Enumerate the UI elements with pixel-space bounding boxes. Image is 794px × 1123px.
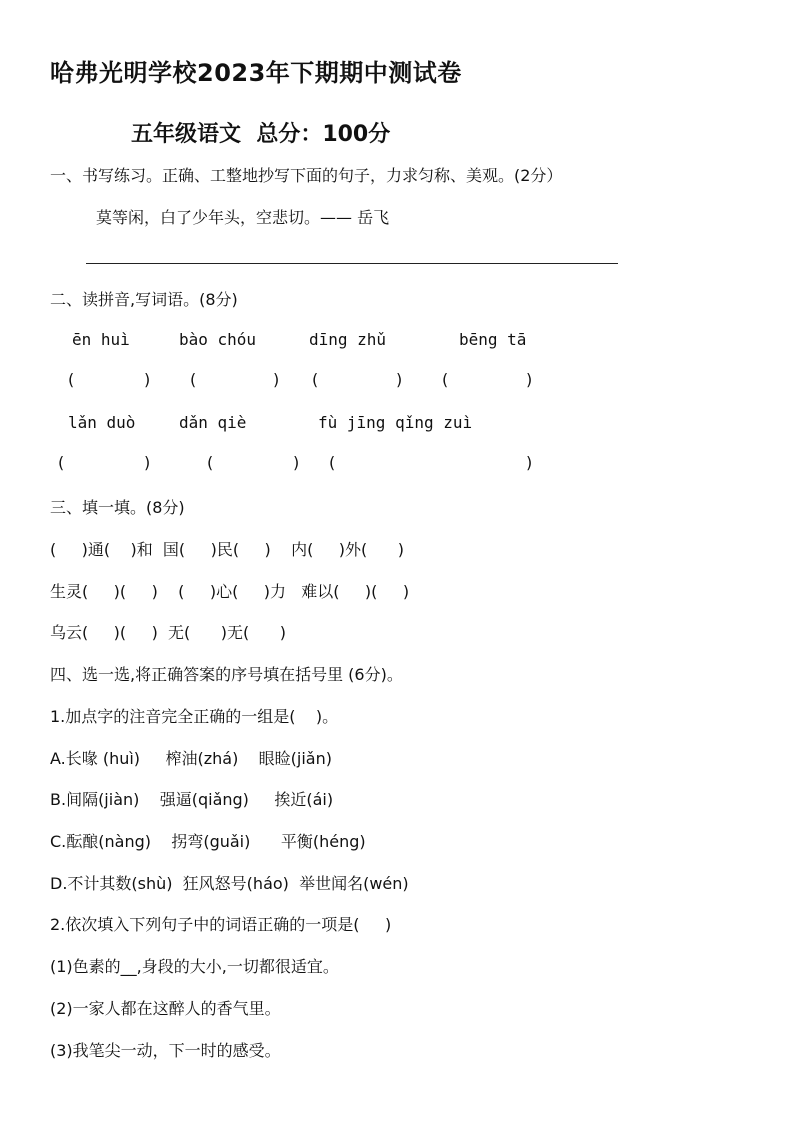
fill-line[interactable]: ( )通( )和 国( )民( ) 内( )外( ) <box>50 540 405 559</box>
answer-bracket-open[interactable]: ( <box>312 370 319 389</box>
copy-sentence: 莫等闲，白了少年头，空悲切。—— 岳飞 <box>96 208 390 227</box>
pinyin-item: ēn huì <box>72 330 130 349</box>
question-2: 2.依次填入下列句子中的词语正确的一项是( ) <box>50 915 392 934</box>
section1-heading: 一、书写练习。正确、工整地抄写下面的句子，力求匀称、美观。(2分） <box>50 166 563 185</box>
option-b: B.间隔(jiàn) 强逼(qiǎng) 挨近(ái) <box>50 790 334 809</box>
pinyin-item: fù jīng qǐng zuì <box>318 413 473 432</box>
answer-bracket-open[interactable]: ( <box>190 370 197 389</box>
answer-bracket-close: ) <box>526 453 533 472</box>
pinyin-item: lǎn duò <box>68 413 136 432</box>
answer-bracket-open[interactable]: ( <box>207 453 214 472</box>
section4-heading: 四、选一选,将正确答案的序号填在括号里 (6分)。 <box>50 665 403 684</box>
answer-bracket-close: ) <box>293 453 300 472</box>
exam-subtitle: 五年级语文 总分：100分 <box>131 122 391 147</box>
writing-line <box>86 263 618 264</box>
answer-bracket-close: ) <box>526 370 533 389</box>
option-c: C.酝酿(nàng) 拐弯(guǎi) 平衡(héng) <box>50 832 366 851</box>
exam-title: 哈弗光明学校2023年下期期中测试卷 <box>50 59 462 87</box>
fill-line[interactable]: 乌云( )( ) 无( )无( ) <box>50 623 287 642</box>
pinyin-item: dīng zhǔ <box>309 330 387 349</box>
answer-bracket-open[interactable]: ( <box>329 453 336 472</box>
pinyin-item: bēng tā <box>459 330 527 349</box>
answer-bracket-open[interactable]: ( <box>58 453 65 472</box>
section3-heading: 三、填一填。(8分) <box>50 498 185 517</box>
answer-bracket-close: ) <box>144 370 151 389</box>
question-2-item: (1)色素的__,身段的大小,一切都很适宜。 <box>50 957 339 976</box>
option-d: D.不计其数(shù) 狂风怒号(háo) 举世闻名(wén) <box>50 874 409 893</box>
question-2-item: (3)我笔尖一动，下一时的感受。 <box>50 1041 281 1060</box>
answer-bracket-open[interactable]: ( <box>68 370 75 389</box>
question-2-item: (2)一家人都在这醉人的香气里。 <box>50 999 281 1018</box>
pinyin-item: bào chóu <box>179 330 257 349</box>
question-1: 1.加点字的注音完全正确的一组是( )。 <box>50 707 339 726</box>
answer-bracket-open[interactable]: ( <box>442 370 449 389</box>
pinyin-item: dǎn qiè <box>179 413 247 432</box>
answer-bracket-close: ) <box>396 370 403 389</box>
answer-bracket-close: ) <box>144 453 151 472</box>
answer-bracket-close: ) <box>273 370 280 389</box>
fill-line[interactable]: 生灵( )( ) ( )心( )力 难以( )( ) <box>50 582 410 601</box>
option-a: A.长喙 (huì) 榨油(zhá) 眼睑(jiǎn) <box>50 749 332 768</box>
section2-heading: 二、读拼音,写词语。(8分) <box>50 290 238 309</box>
